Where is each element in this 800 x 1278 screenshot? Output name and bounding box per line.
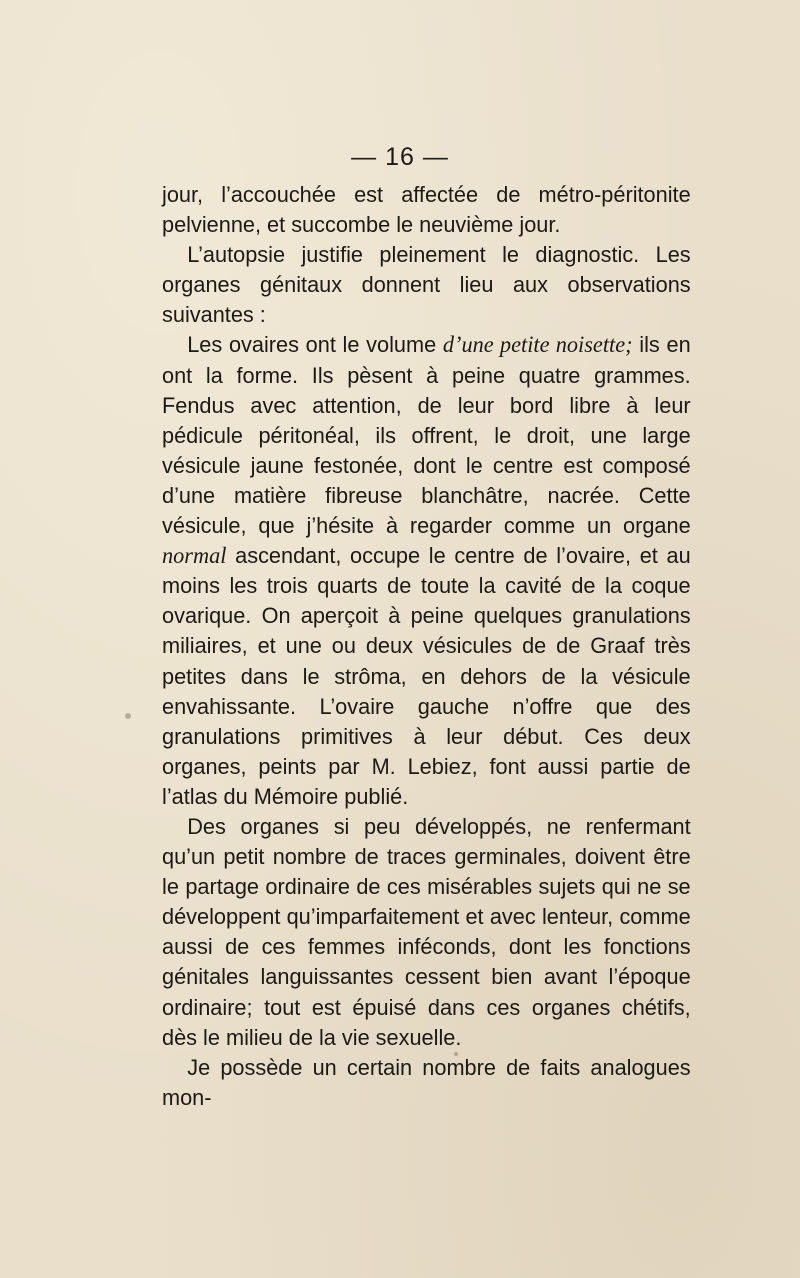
paper-spot	[125, 713, 131, 719]
paragraph-1	[162, 180, 691, 240]
paragraph-text: jour, l’accouchée est affectée de métro-péritonite pelvienne, et succombe le neuvième jour.	[162, 182, 691, 238]
paper-spot	[454, 1052, 458, 1056]
page-number: — 16 —	[351, 143, 449, 171]
paragraph-text: L’autopsie justifie pleinement le diagnostic. Les organes génitaux donnent lieu aux observations suivantes :	[162, 242, 691, 328]
italic-phrase: d’une petite noisette;	[442, 332, 633, 358]
paragraph-text: Je possède un certain nombre de faits analogues mon-	[162, 1054, 691, 1110]
paragraph-text: Des organes si peu développés, ne renfermant qu’un petit nombre de traces germinales, doivent être le partage ordinaire de ces misérables sujets qui ne se développent qu’imparfaitement et avec lenteur, comme aussi de ces femmes inféconds, dont les fonctions génitales languissantes cessent bien avant l’époque ordinaire; tout est épuisé dans ces organes chétifs, dès le milieu de la vie sexuelle.	[162, 813, 691, 1050]
body-text	[162, 180, 691, 1113]
paragraph-text: ascendant, occupe le centre de l’ovaire, et au moins les trois quarts de toute la cavité de la coque ovarique. On aperçoit à peine quelques granulations miliaires, et une ou deux vésicules de de Graaf très petites dans le strôma, en dehors de la vésicule envahissante. L’ovaire gauche n’offre que des granulations primitives à leur début. Ces deux organes, peints par M. Lebiez, font aussi partie de l’atlas du Mémoire publié.	[162, 543, 691, 809]
italic-word: normal	[162, 543, 227, 569]
paragraph-2	[162, 240, 691, 330]
paragraph-text: Les ovaires ont le volume	[187, 332, 443, 358]
paragraph-5	[162, 1053, 691, 1113]
paragraph-3	[162, 330, 691, 812]
paragraph-text: ils en ont la forme. Ils pèsent à peine quatre grammes. Fendus avec attention, de leur bord libre à leur pédicule péritonéal, ils offrent, le droit, une large vésicule jaune festonée, dont le centre est composé d’une matière fibreuse blanchâtre, nacrée. Cette vésicule, que j’hésite à regarder comme un organe	[162, 332, 691, 539]
paragraph-4	[162, 812, 691, 1053]
